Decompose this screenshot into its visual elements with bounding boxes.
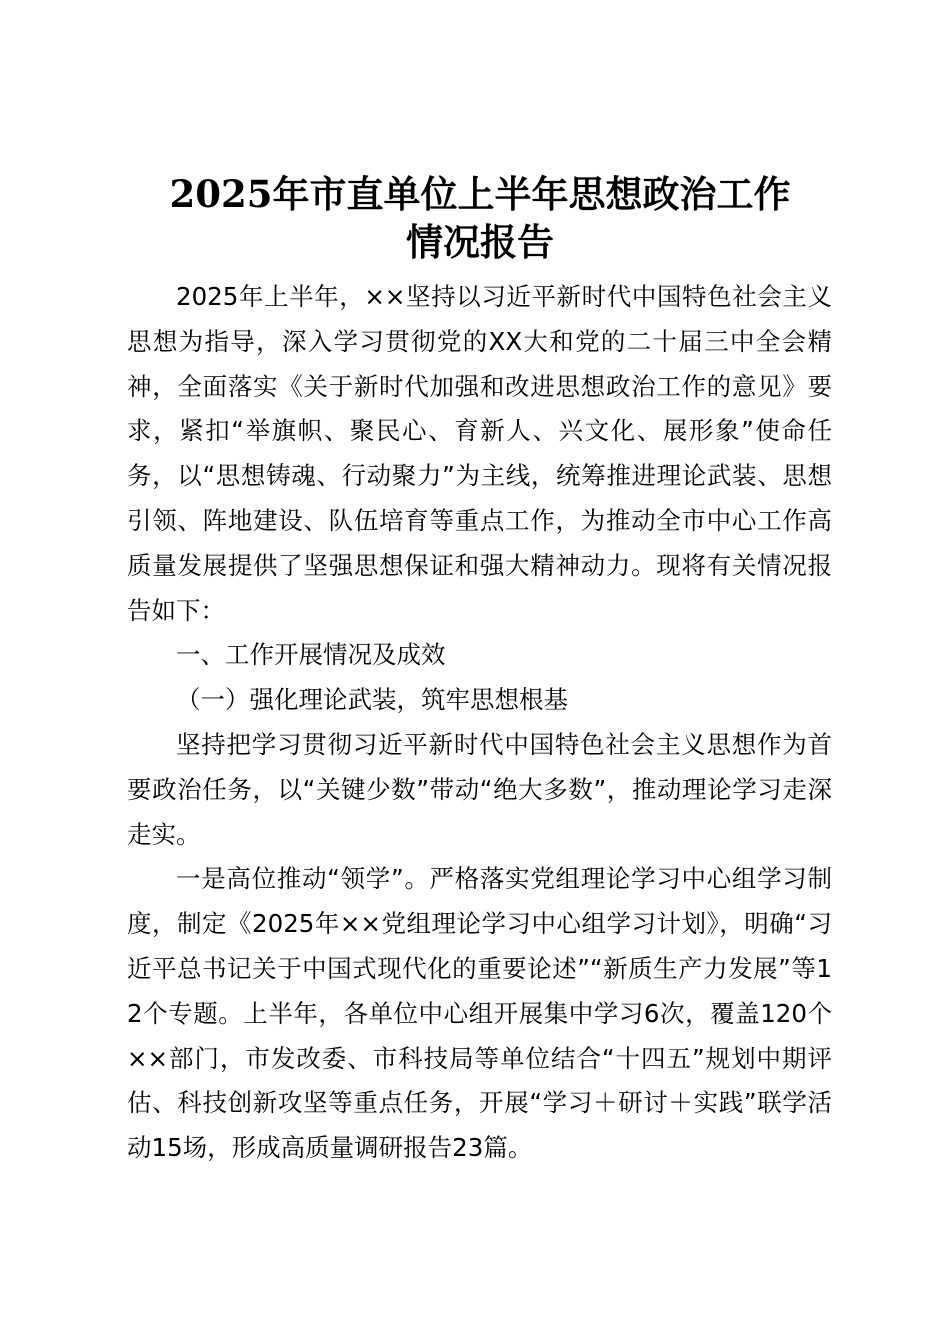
body-paragraph: 坚持把学习贯彻习近平新时代中国特色社会主义思想作为首要政治任务，以“关键少数”带动“绝大多数”，推动理论学习走深走实。 xyxy=(127,729,832,849)
intro-paragraph: 2025年上半年，××坚持以习近平新时代中国特色社会主义思想为指导，深入学习贯彻党的XX大和党的二十届三中全会精神，全面落实《关于新时代加强和改进思想政治工作的意见》要求，紧扣“举旗帜、聚民心、育新人、兴文化、展形象”使命任务，以“思想铸魂、行动聚力”为主线，统筹推进理论武装、思想引领、阵地建设、队伍培育等重点工作，为推动全市中心工作高质量发展提供了坚强思想保证和强大精神动力。现将有关情况报告如下： xyxy=(127,282,832,625)
subsection-heading-1: （一）强化理论武装，筑牢思想根基 xyxy=(176,685,568,715)
document-body xyxy=(127,275,832,1171)
body-paragraph: 一是高位推动“领学”。严格落实党组理论学习中心组学习制度，制定《2025年××党组理论学习中心组学习计划》，明确“习近平总书记关于中国式现代化的重要论述”“新质生产力发展”等12个专题。上半年，各单位中心组开展集中学习6次，覆盖120个××部门，市发改委、市科技局等单位结合“十四五”规划中期评估、科技创新攻坚等重点任务，开展“学习＋研讨＋实践”联学活动15场，形成高质量调研报告23篇。 xyxy=(127,864,832,1163)
document-title-line-1: 2025年市直单位上半年思想政治工作 xyxy=(169,172,791,216)
section-heading-1: 一、工作开展情况及成效 xyxy=(176,640,446,670)
document-title-line-2: 情况报告 xyxy=(406,220,554,264)
